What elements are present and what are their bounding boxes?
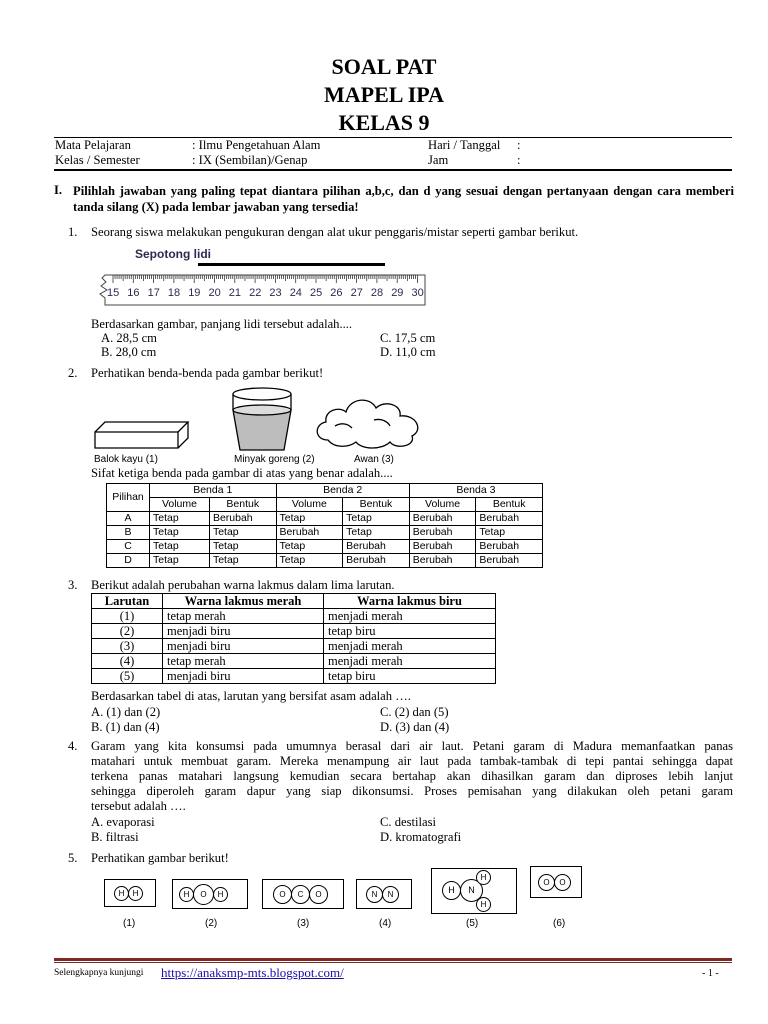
q3-th-biru: Warna lakmus biru <box>324 594 496 609</box>
q3-question: Berdasarkan tabel di atas, larutan yang bersifat asam adalah …. <box>91 689 411 703</box>
molecule-o2 <box>530 866 582 898</box>
q1-question: Berdasarkan gambar, panjang lidi tersebut adalah.... <box>91 317 353 331</box>
q3-option-a: A. (1) dan (2) <box>91 705 161 719</box>
table-cell: Tetap <box>343 512 410 526</box>
table-cell: (4) <box>92 654 163 669</box>
table-cell: Tetap <box>276 512 343 526</box>
ruler-number: 27 <box>350 287 363 299</box>
table-cell: menjadi merah <box>324 609 496 624</box>
q5-text: Perhatikan gambar berikut! <box>91 851 229 865</box>
footer-rule-thin <box>54 962 732 963</box>
ruler-number: 18 <box>167 287 181 299</box>
q2-th-sub: Bentuk <box>343 498 410 512</box>
table-cell: Berubah <box>409 526 476 540</box>
atom-h: H <box>179 887 194 902</box>
table-row <box>107 526 543 540</box>
table-cell: D <box>107 554 150 568</box>
q2-number: 2. <box>68 366 78 380</box>
atom-n: N <box>460 879 483 902</box>
molecule-label: (6) <box>553 918 566 929</box>
header-bottom-rule <box>54 169 732 171</box>
mapel-label: Mata Pelajaran <box>55 138 131 152</box>
ruler-number: 16 <box>127 287 140 299</box>
table-row <box>92 639 496 654</box>
page-number: - 1 - <box>702 968 719 979</box>
q4-line-2: matahari untuk membuat garam. Mereka menampung air laut pada tambak-tambak di tepi pantai sehingga dapat <box>91 754 733 768</box>
table-row <box>92 669 496 684</box>
mapel-value: : Ilmu Pengetahuan Alam <box>192 138 321 152</box>
footer-prefix: Selengkapnya kunjungi <box>54 968 144 978</box>
hari-value: : <box>517 138 521 152</box>
q3-number: 3. <box>68 578 78 592</box>
ruler-number: 30 <box>411 287 424 299</box>
table-cell: Tetap <box>209 526 276 540</box>
table-cell: (5) <box>92 669 163 684</box>
q3-text: Berikut adalah perubahan warna lakmus dalam lima larutan. <box>91 578 395 592</box>
q3-option-b: B. (1) dan (4) <box>91 720 160 734</box>
ruler-number: 24 <box>289 287 302 299</box>
molecule-label: (1) <box>123 918 136 929</box>
footer-rule <box>54 958 732 961</box>
q4-option-c: C. destilasi <box>380 815 436 829</box>
table-cell: Berubah <box>476 554 543 568</box>
q2-th-benda1: Benda 1 <box>150 484 277 498</box>
q1-text: Seorang siswa melakukan pengukuran dengan alat ukur penggaris/mistar seperti gambar berikut. <box>91 225 579 239</box>
table-cell: Tetap <box>476 526 543 540</box>
table-cell: Berubah <box>209 512 276 526</box>
ruler-number: 26 <box>330 287 343 299</box>
q4-number: 4. <box>68 739 78 753</box>
table-cell: Tetap <box>150 526 210 540</box>
molecule-co2 <box>262 879 344 909</box>
table-cell: menjadi biru <box>163 669 324 684</box>
title-soal-pat: SOAL PAT <box>331 54 437 79</box>
molecule-label: (5) <box>466 918 479 929</box>
table-cell: Berubah <box>276 526 343 540</box>
q2-th-benda2: Benda 2 <box>276 484 409 498</box>
q2-figures <box>90 380 440 454</box>
q2-caption-1: Balok kayu (1) <box>94 454 158 465</box>
section-number: I. <box>54 183 63 197</box>
table-cell: (2) <box>92 624 163 639</box>
q2-th-sub: Volume <box>276 498 343 512</box>
table-cell: Berubah <box>409 540 476 554</box>
title-kelas: KELAS 9 <box>338 110 430 135</box>
q1-option-c: C. 17,5 cm <box>380 331 436 345</box>
q4-line-4: sehingga diperoleh garam dapur yang siap dikonsumsi. Proses pemisahan yang dilakukan oleh petani garam <box>91 784 733 798</box>
molecule-label: (4) <box>379 918 392 929</box>
jam-value: : <box>517 153 521 167</box>
table-cell: Tetap <box>209 554 276 568</box>
table-cell: B <box>107 526 150 540</box>
ruler-number: 15 <box>107 287 120 299</box>
atom-h: H <box>476 870 491 885</box>
ruler-number: 23 <box>269 287 282 299</box>
table-row <box>107 512 543 526</box>
oil-jar-icon <box>233 388 291 450</box>
table-cell: Berubah <box>476 512 543 526</box>
atom-h: H <box>442 881 461 900</box>
ruler-number: 19 <box>188 287 201 299</box>
lidi-label: Sepotong lidi <box>135 247 211 261</box>
atom-h: H <box>213 887 228 902</box>
ruler-number: 25 <box>310 287 323 299</box>
table-cell: tetap merah <box>163 609 324 624</box>
table-row <box>107 540 543 554</box>
q2-caption-3: Awan (3) <box>354 454 394 465</box>
ruler-body <box>95 274 435 310</box>
jam-label: Jam <box>428 153 449 167</box>
q2-th-benda3: Benda 3 <box>409 484 542 498</box>
table-cell: menjadi merah <box>324 639 496 654</box>
q2-th-sub: Volume <box>150 498 210 512</box>
header-top-rule <box>54 137 732 138</box>
ruler-figure <box>95 246 435 312</box>
q4-line-5: tersebut adalah …. <box>91 799 186 813</box>
table-cell: Berubah <box>409 554 476 568</box>
molecule-label: (2) <box>205 918 218 929</box>
q4-line-3: terkena panas matahari langsung kemudian secara bertahap akan dihasilkan garam dan diproses lebih lanjut <box>91 769 733 783</box>
table-cell: Berubah <box>343 554 410 568</box>
molecule-label: (3) <box>297 918 310 929</box>
q2-th-sub: Bentuk <box>209 498 276 512</box>
table-cell: tetap merah <box>163 654 324 669</box>
table-row <box>92 654 496 669</box>
atom-h: H <box>476 897 491 912</box>
q5-number: 5. <box>68 851 78 865</box>
table-cell: (3) <box>92 639 163 654</box>
ruler-number: 20 <box>208 287 221 299</box>
q4-line-1: Garam yang kita konsumsi pada umumnya berasal dari air laut. Petani garam di Madura memanfaatkan panas <box>91 739 733 753</box>
atom-o: O <box>554 874 571 891</box>
table-cell: (1) <box>92 609 163 624</box>
section-instruction: Pilihlah jawaban yang paling tepat diantara pilihan a,b,c, dan d yang sesuai dengan pertanyaan dengan cara memberi tanda silang (X) pada lembar jawaban yang tersedia! <box>73 184 734 214</box>
table-cell: Berubah <box>476 540 543 554</box>
q4-option-d: D. kromatografi <box>380 830 462 844</box>
table-row <box>107 554 543 568</box>
footer-link[interactable]: https://anaksmp-mts.blogspot.com/ <box>161 965 344 980</box>
cloud-icon <box>317 400 418 448</box>
atom-h: H <box>114 886 129 901</box>
atom-n: N <box>366 886 383 903</box>
molecule-n2 <box>356 879 412 909</box>
table-cell: menjadi biru <box>163 624 324 639</box>
q1-number: 1. <box>68 225 78 239</box>
q2-th-sub: Volume <box>409 498 476 512</box>
atom-o: O <box>193 884 214 905</box>
atom-c: C <box>291 885 310 904</box>
q3-option-d: D. (3) dan (4) <box>380 720 450 734</box>
q2-caption-2: Minyak goreng (2) <box>234 454 315 465</box>
kelas-label: Kelas / Semester <box>55 153 140 167</box>
q1-option-b: B. 28,0 cm <box>101 345 157 359</box>
atom-o: O <box>273 885 292 904</box>
table-cell: Tetap <box>276 554 343 568</box>
hari-label: Hari / Tanggal <box>428 138 501 152</box>
table-row <box>92 624 496 639</box>
table-cell: tetap biru <box>324 669 496 684</box>
q3-th-larutan: Larutan <box>92 594 163 609</box>
atom-o: O <box>538 874 555 891</box>
molecule-h2o <box>172 879 248 909</box>
table-cell: A <box>107 512 150 526</box>
q1-option-d: D. 11,0 cm <box>380 345 436 359</box>
table-row <box>92 609 496 624</box>
q2-text: Perhatikan benda-benda pada gambar berikut! <box>91 366 324 380</box>
molecule-nh3 <box>431 868 517 914</box>
ruler-number: 22 <box>249 287 262 299</box>
molecule-h2 <box>104 879 156 907</box>
q2-table <box>106 483 543 568</box>
q4-option-b: B. filtrasi <box>91 830 139 844</box>
ruler-number: 17 <box>147 287 160 299</box>
atom-n: N <box>382 886 399 903</box>
table-cell: Tetap <box>150 540 210 554</box>
q4-option-a: A. evaporasi <box>91 815 155 829</box>
table-cell: menjadi biru <box>163 639 324 654</box>
atom-h: H <box>128 886 143 901</box>
table-cell: Berubah <box>343 540 410 554</box>
table-cell: C <box>107 540 150 554</box>
table-cell: Tetap <box>150 512 210 526</box>
lidi-stick <box>198 263 385 266</box>
wood-block-icon <box>95 422 188 448</box>
ruler-number: 28 <box>370 287 384 299</box>
table-cell: Tetap <box>150 554 210 568</box>
table-cell: tetap biru <box>324 624 496 639</box>
atom-o: O <box>309 885 328 904</box>
q3-option-c: C. (2) dan (5) <box>380 705 449 719</box>
table-cell: menjadi merah <box>324 654 496 669</box>
table-cell: Berubah <box>409 512 476 526</box>
q2-th-pilihan: Pilihan <box>107 484 150 512</box>
ruler-number: 21 <box>228 287 242 299</box>
q3-th-merah: Warna lakmus merah <box>163 594 324 609</box>
ruler-number: 29 <box>391 287 404 299</box>
table-cell: Tetap <box>209 540 276 554</box>
kelas-value: : IX (Sembilan)/Genap <box>192 153 308 167</box>
q2-th-sub: Bentuk <box>476 498 543 512</box>
q3-table <box>91 593 496 684</box>
table-cell: Tetap <box>343 526 410 540</box>
title-mapel: MAPEL IPA <box>324 82 444 107</box>
q2-question: Sifat ketiga benda pada gambar di atas yang benar adalah.... <box>91 466 393 480</box>
table-cell: Tetap <box>276 540 343 554</box>
q1-option-a: A. 28,5 cm <box>101 331 157 345</box>
